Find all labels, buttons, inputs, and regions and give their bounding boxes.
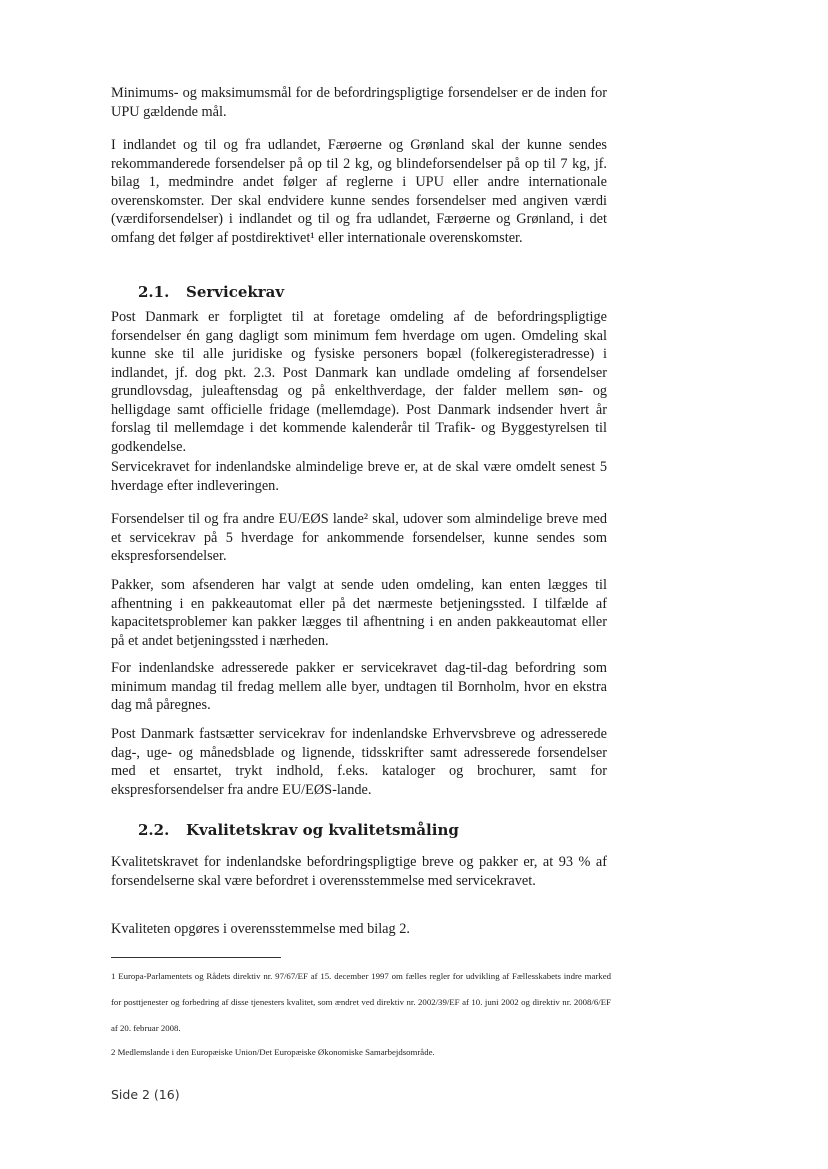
section-number: 2.1. (138, 283, 170, 301)
paragraph-quality-requirement (111, 853, 607, 890)
paragraph-text: Post Danmark fastsætter servicekrav for indenlandske Erhvervsbreve og adresserede dag-, uge- og månedsblade og lignende, tidsskrifter samt adresserede forsendelser med et ensartet, trykt indhold, f.eks. kataloger og brochurer, samt for ekspresforsendelser fra andre EU/EØS-lande. (111, 726, 607, 798)
paragraph-text: For indenlandske adresserede pakker er servicekravet dag-til-dag befordring som minimum mandag til fredag mellem alle byer, undtagen til Bornholm, hvor en ekstra dag må påregnes. (111, 660, 607, 713)
footnote-1 (111, 963, 611, 1041)
paragraph-quality-measurement (111, 920, 607, 939)
paragraph-domestic-parcels (111, 659, 607, 715)
paragraph-domestic-letters (111, 458, 607, 495)
paragraph-text: Pakker, som afsenderen har valgt at sende uden omdeling, kan enten lægges til afhentning i en pakkeautomat eller på det nærmeste betjeningssted. I tilfælde af kapacitetsproblemer kan pakker lægges til afhentning i en anden pakkeautomat eller på et andet betjeningssted i nærheden. (111, 577, 607, 649)
paragraph-text: Minimums- og maksimumsmål for de befordringspligtige forsendelser er de inden for UPU gældende mål. (111, 85, 607, 120)
paragraph-shipments-abroad (111, 136, 607, 247)
paragraph-text: Servicekravet for indenlandske almindelige breve er, at de skal være omdelt senest 5 hverdage efter indleveringen. (111, 459, 607, 494)
paragraph-business-mail (111, 725, 607, 799)
section-title: Servicekrav (186, 283, 285, 301)
section-number: 2.2. (138, 821, 170, 839)
footnote-text: 1 Europa-Parlamentets og Rådets direktiv nr. 97/67/EF af 15. december 1997 om fælles regler for udvikling af Fællesskabets indre marked for posttjenester og forbedring af disse tjenesters kvalitet, som ændret ved direktiv nr. 2002/39/EF af 10. juni 2002 og direktiv nr. 2008/6/EF af 20. februar 2008. (111, 971, 611, 1033)
footnote-2 (111, 1039, 611, 1065)
section-heading-2-2 (138, 821, 459, 839)
paragraph-eu-shipments (111, 510, 607, 566)
section-title: Kvalitetskrav og kvalitetsmåling (186, 821, 459, 839)
paragraph-delivery-obligation (111, 308, 607, 456)
paragraph-text: Forsendelser til og fra andre EU/EØS lande² skal, udover som almindelige breve med et servicekrav på 5 hverdage for ankommende forsendelser, kunne sendes som ekspresforsendelser. (111, 511, 607, 564)
footnote-divider (111, 957, 281, 958)
paragraph-parcel-pickup (111, 576, 607, 650)
section-heading-2-1 (138, 283, 284, 301)
paragraph-text: Kvalitetskravet for indenlandske befordringspligtige breve og pakker er, at 93 % af forsendelserne skal være befordret i overensstemmelse med servicekravet. (111, 854, 607, 889)
paragraph-dimensions (111, 84, 607, 121)
page-number: Side 2 (16) (111, 1087, 180, 1102)
paragraph-text: Post Danmark er forpligtet til at foretage omdeling af de befordringspligtige forsendelser én gang dagligt som minimum fem hverdage om ugen. Omdeling skal kunne ske til alle juridiske og fysiske personers bopæl (folkeregisteradresse) i indlandet, jf. dog pkt. 2.3. Post Danmark kan undlade omdeling af forsendelser grundlovsdag, juleaftensdag og på enkelthverdage, der falder mellem søn- og helligdage samt officielle fridage (mellemdage). Post Danmark indsender hvert år forslag til mellemdage i det kommende kalenderår til Trafik- og Byggestyrelsen til godkendelse. (111, 309, 607, 455)
footnote-text: 2 Medlemslande i den Europæiske Union/Det Europæiske Økonomiske Samarbejdsområde. (111, 1047, 435, 1057)
paragraph-text: I indlandet og til og fra udlandet, Færøerne og Grønland skal der kunne sendes rekommanderede forsendelser på op til 2 kg, og blindeforsendelser på op til 7 kg, jf. bilag 1, medmindre andet følger af reglerne i UPU eller andre internationale overenskomster. Der skal endvidere kunne sendes forsendelser med angiven værdi (værdiforsendelser) i indlandet og til og fra udlandet, Færøerne og Grønland, i det omfang det følger af postdirektivet¹ eller internationale overenskomster. (111, 137, 607, 246)
paragraph-text: Kvaliteten opgøres i overensstemmelse med bilag 2. (111, 921, 410, 937)
